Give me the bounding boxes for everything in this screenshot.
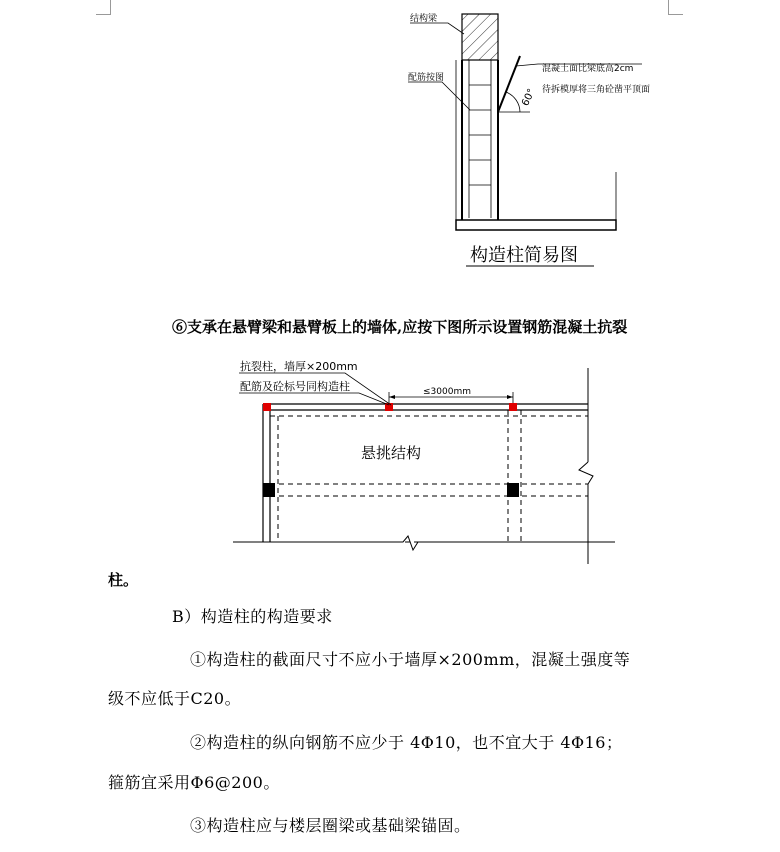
figure-cantilever-diagram [225, 352, 615, 564]
angle-label: 60° [520, 87, 538, 108]
figure-column-diagram [380, 0, 680, 280]
cantilever-label: 悬挑结构 [361, 444, 422, 462]
structural-beam [462, 14, 498, 60]
note-line1: 混凝土面比梁底高2cm [542, 64, 634, 74]
section-title: B）构造柱的构造要求 [172, 607, 333, 626]
dimension-label: ≤3000mm [423, 387, 471, 397]
leader-rebar [408, 82, 470, 110]
paragraph-1-line-1: ①构造柱的截面尺寸不应小于墙厚×200mm，混凝土强度等 [190, 650, 631, 669]
structural-column-marker [263, 483, 275, 497]
label-rebar: 配筋按图 [408, 73, 445, 83]
paragraph-3-line-1: ③构造柱应与楼层圈梁或基础梁锚固。 [190, 816, 471, 835]
floor-slab [456, 220, 616, 230]
page-corner-mark-left [96, 0, 111, 15]
paragraph-2-line-1: ②构造柱的纵向钢筋不应少于 4Φ10，也不宜大于 4Φ16； [190, 733, 623, 752]
label-crack-column: 抗裂柱，墙厚×200mm [240, 360, 358, 373]
heading-continuation: 柱。 [108, 571, 139, 589]
ground-line [233, 536, 615, 550]
leader-beam [410, 23, 464, 34]
label-beam: 结构梁 [410, 14, 438, 24]
label-rebar-grade: 配筋及砼标号同构造柱 [240, 380, 350, 393]
stirrups [469, 85, 491, 185]
paragraph-2-line-2: 箍筋宜采用Φ6@200。 [108, 773, 280, 792]
note-line2: 待拆模厚将三角砼凿平顶面 [542, 85, 651, 95]
crack-column-marker [263, 403, 271, 411]
section-heading: ⑥支承在悬臂梁和悬臂板上的墙体,应按下图所示设置钢筋混凝土抗裂 [172, 318, 628, 336]
figure1-caption: 构造柱简易图 [470, 245, 578, 266]
concrete-slope [498, 56, 520, 112]
crack-column-marker [509, 403, 517, 411]
structural-column-marker [507, 483, 519, 497]
paragraph-1-line-2: 级不应低于C20。 [108, 689, 242, 708]
